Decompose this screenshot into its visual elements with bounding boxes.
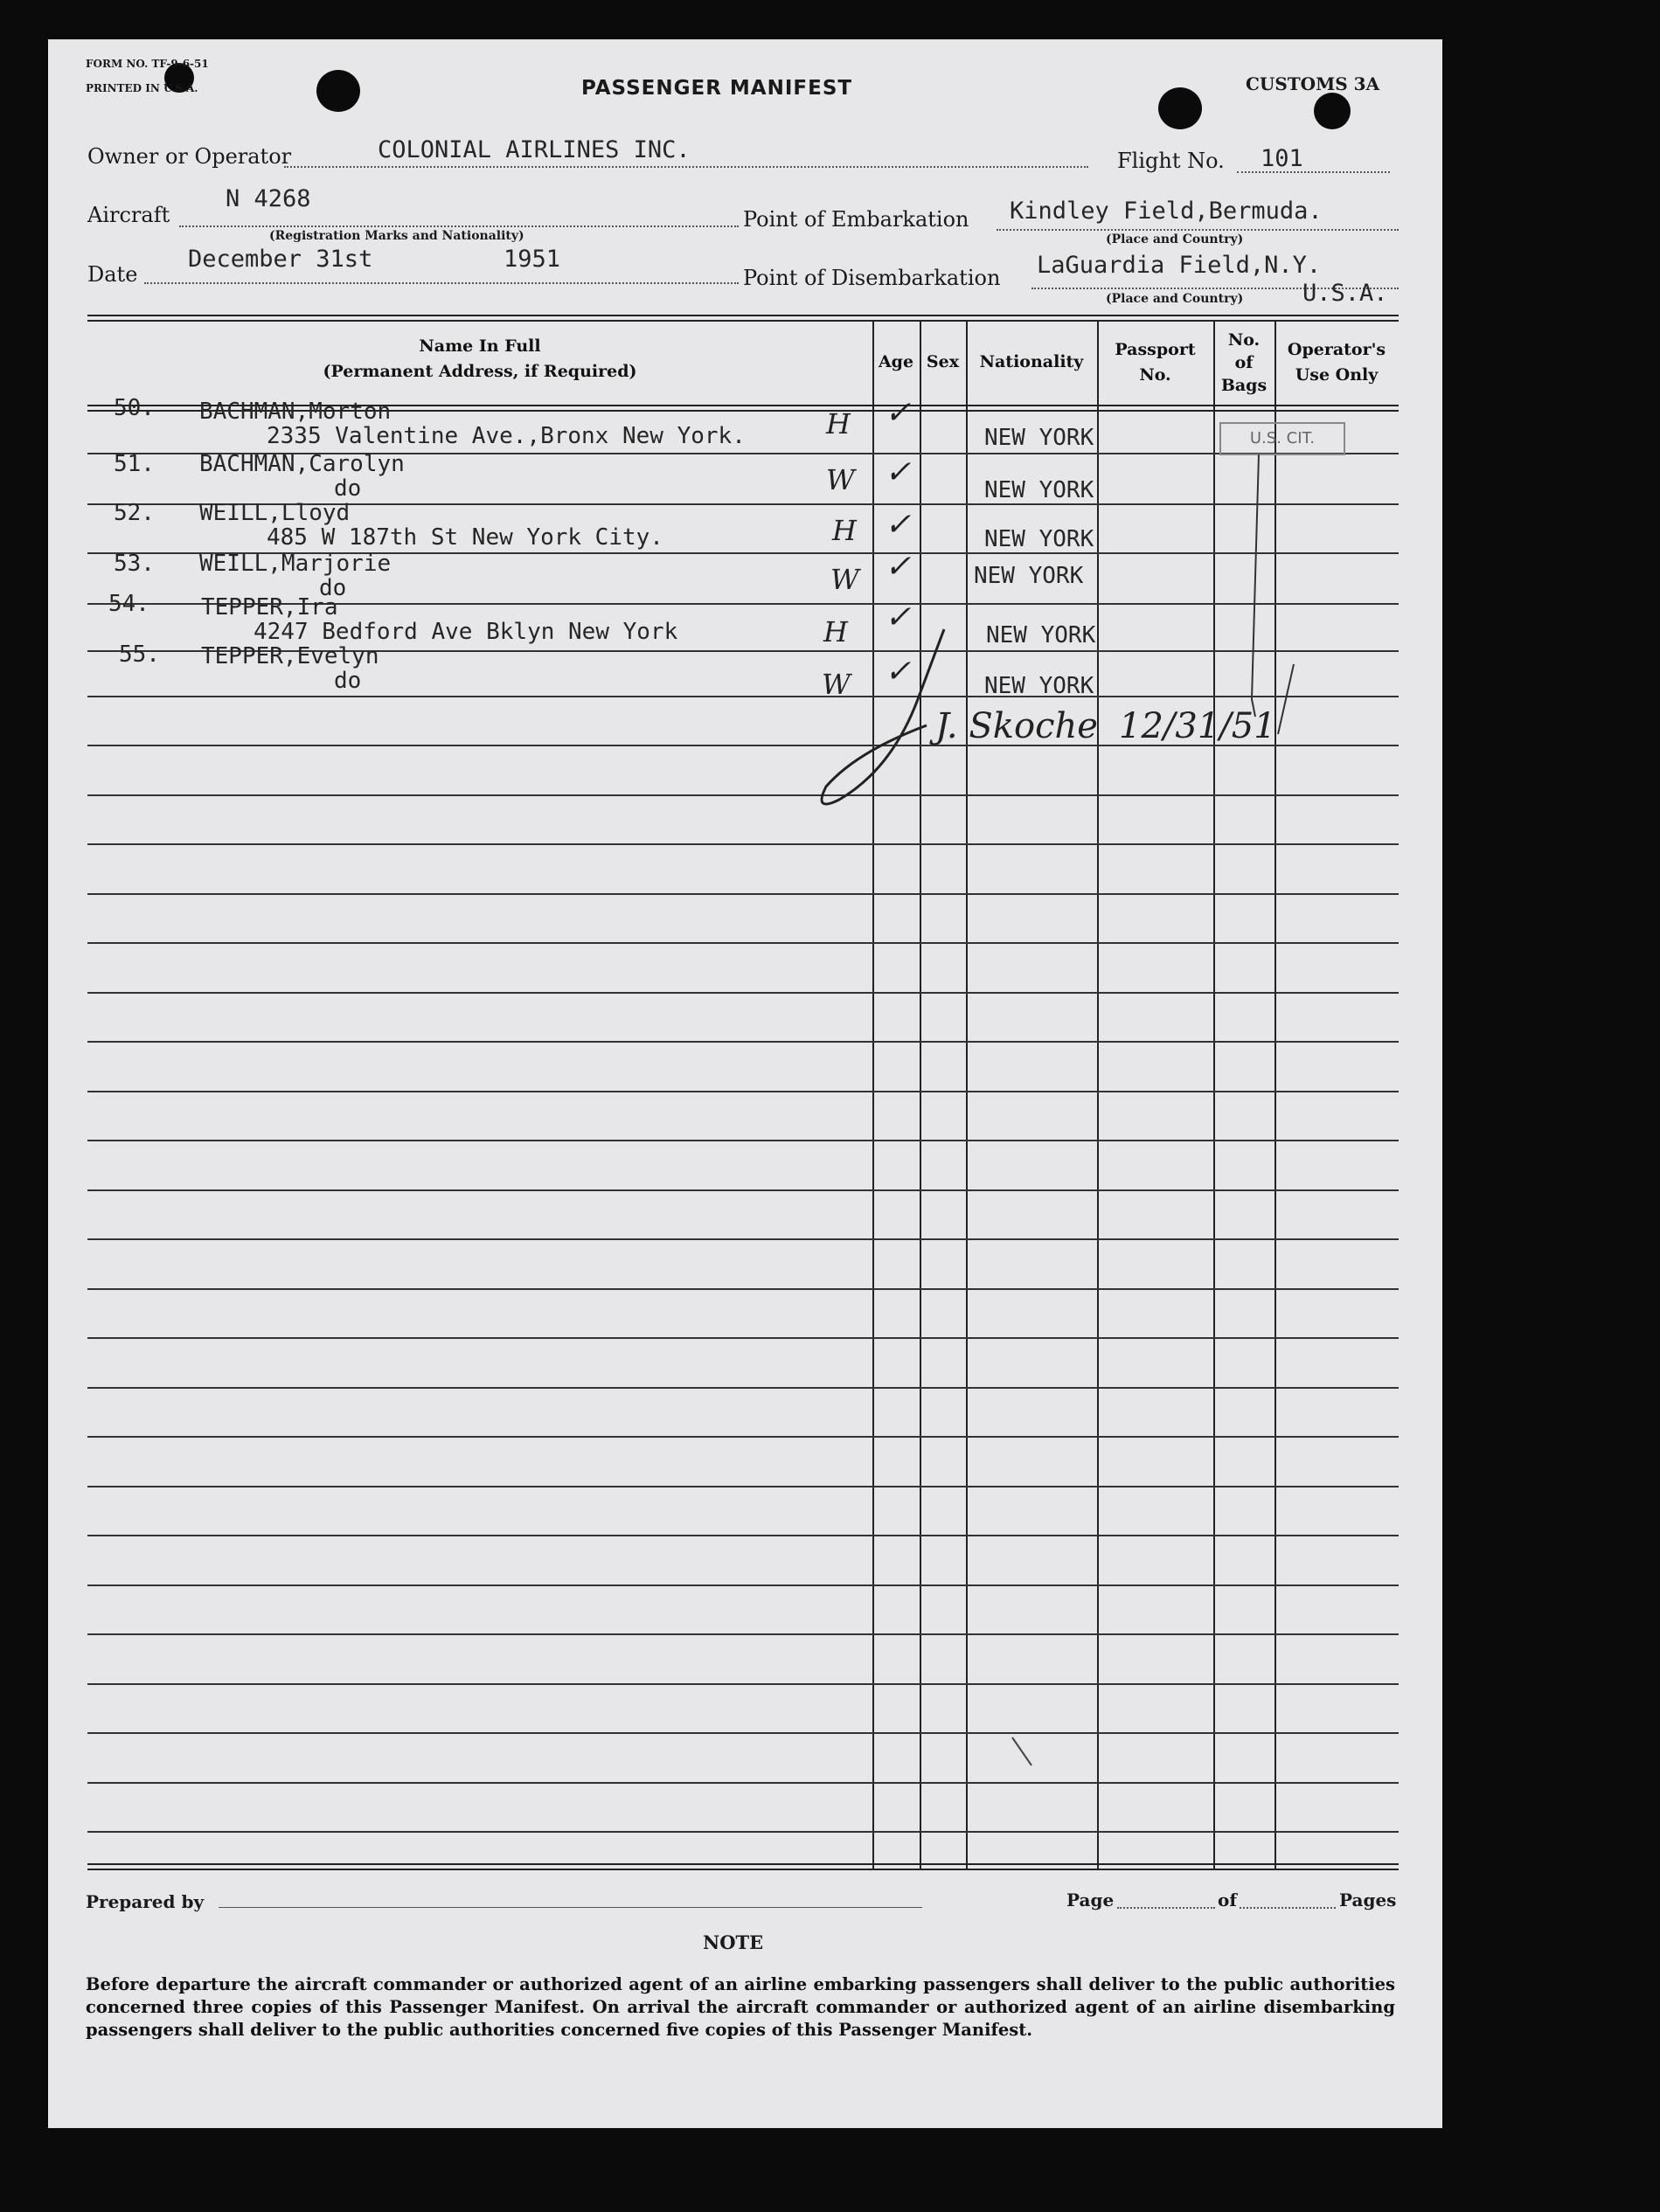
col-header-age: Age: [878, 352, 914, 371]
table-rule-line: [87, 794, 1399, 796]
passenger-nationality: NEW YORK: [984, 526, 1094, 552]
table-rule-line: [87, 843, 1399, 845]
passenger-age-check: ✓: [885, 507, 912, 543]
table-rule-line: [87, 1041, 1399, 1043]
signature-date: 12/31/51: [1119, 706, 1276, 746]
col-header-operator: [1275, 337, 1399, 388]
table-rule-line: [87, 1387, 1399, 1389]
col-header-sex: Sex: [926, 352, 960, 371]
passenger-nationality: NEW YORK: [986, 622, 1096, 648]
table-rule-line: [87, 1337, 1399, 1339]
passenger-address: 2335 Valentine Ave.,Bronx New York.: [267, 423, 746, 449]
passenger-number: 53.: [114, 551, 155, 577]
col-header-name-line2: (Permanent Address, if Required): [323, 362, 637, 381]
punch-hole-left: [316, 70, 360, 112]
prepared-by-label: Prepared by: [86, 1891, 205, 1912]
table-top-rule: [87, 315, 1399, 316]
disembarkation-label: Point of Disembarkation: [743, 266, 1001, 290]
table-rule-line: [87, 1486, 1399, 1487]
flight-label: Flight No.: [1117, 149, 1225, 173]
passenger-name: TEPPER,Ira: [201, 594, 338, 621]
passenger-nationality: NEW YORK: [984, 477, 1094, 503]
passenger-name: BACHMAN,Carolyn: [199, 451, 405, 477]
registration-note: (Registration Marks and Nationality): [269, 229, 524, 243]
passenger-address: do: [319, 575, 347, 601]
owner-dots: [284, 166, 1088, 168]
passenger-age-check: ✓: [885, 395, 912, 431]
customs-code: CUSTOMS 3A: [1246, 73, 1380, 94]
form-number: FORM NO. TF-9-6-51: [86, 58, 209, 70]
disembarkation-place-note: (Place and Country): [1106, 292, 1244, 306]
note-text: Before departure the aircraft commander or authorized agent of an airline embarking passengers shall deliver to the public authorities concerned three copies of this Passenger Manifest. On arrival the aircraft commander or authorized agent of an airline disembarking passengers shall deliver to the public authorities concerned five copies of this Passenger Manifest.: [86, 1974, 1395, 2040]
col-header-nationality: Nationality: [979, 352, 1084, 371]
passenger-sex: W: [826, 463, 855, 496]
col-header-name-line1: Name In Full: [419, 336, 541, 356]
passenger-age-check: ✓: [885, 600, 912, 635]
table-rule-line: [87, 1288, 1399, 1290]
col-header-operator-line1: Operator's: [1287, 340, 1386, 359]
table-rule-line: [87, 992, 1399, 994]
punch-hole-right: [1158, 87, 1202, 129]
col-header-bags-line2: of: [1234, 353, 1254, 372]
date-label: Date: [87, 262, 138, 287]
table-rule-line: [87, 696, 1399, 697]
passenger-age-check: ✓: [885, 454, 912, 490]
col-header-name: [87, 334, 872, 385]
table-top-rule-2: [87, 320, 1399, 322]
of-label: of: [1218, 1890, 1237, 1910]
passenger-address: do: [334, 475, 362, 502]
aircraft-value: N 4268: [226, 185, 311, 212]
date-year: 1951: [504, 246, 561, 273]
passenger-nationality: NEW YORK: [974, 563, 1084, 589]
col-header-operator-line2: Use Only: [1295, 365, 1379, 385]
passenger-name: BACHMAN,Morton: [199, 399, 392, 425]
table-rule-line: [87, 1782, 1399, 1784]
passenger-number: 52.: [114, 500, 155, 526]
col-header-bags-line1: No.: [1227, 330, 1261, 350]
passenger-number: 55.: [119, 641, 160, 668]
passenger-age-check: ✓: [885, 549, 912, 585]
signature-name: J. Skoche: [935, 706, 1098, 746]
table-rule-line: [87, 1535, 1399, 1536]
passenger-sex: H: [826, 407, 851, 440]
passenger-number: 50.: [114, 395, 155, 421]
table-rule-line: [87, 1238, 1399, 1240]
embarkation-dots: [997, 229, 1399, 231]
passenger-nationality: NEW YORK: [984, 673, 1094, 699]
embarkation-label: Point of Embarkation: [743, 207, 969, 232]
page-line: [1117, 1907, 1215, 1909]
aircraft-dots: [179, 225, 739, 227]
of-line: [1240, 1907, 1336, 1909]
col-header-passport-line2: No.: [1139, 365, 1171, 385]
passenger-nationality: NEW YORK: [984, 425, 1094, 451]
passenger-name: WEILL,Lloyd: [199, 500, 351, 526]
table-rule-line: [87, 1189, 1399, 1191]
disembarkation-country: U.S.A.: [1302, 280, 1388, 307]
passenger-address: do: [334, 668, 362, 694]
printed-in: PRINTED IN U.S.A.: [86, 82, 198, 94]
col-header-bags-line3: Bags: [1220, 376, 1268, 395]
owner-label: Owner or Operator: [87, 144, 292, 169]
passenger-sex: H: [832, 514, 857, 547]
passenger-age-check: ✓: [885, 654, 912, 690]
pages-label: Pages: [1339, 1890, 1397, 1910]
table-bottom-rule: [87, 1863, 1399, 1865]
owner-value: COLONIAL AIRLINES INC.: [378, 136, 691, 163]
embarkation-place-note: (Place and Country): [1106, 232, 1244, 246]
table-rule-line: [87, 1436, 1399, 1438]
col-header-passport-line1: Passport: [1115, 340, 1196, 359]
table-rule-line: [87, 1732, 1399, 1734]
table-bottom-rule-2: [87, 1869, 1399, 1870]
aircraft-label: Aircraft: [87, 203, 170, 227]
passenger-number: 54.: [108, 591, 149, 617]
passenger-name: TEPPER,Evelyn: [201, 643, 379, 669]
table-rule-line: [87, 1831, 1399, 1833]
table-rule-line: [87, 1584, 1399, 1586]
table-rule-line: [87, 893, 1399, 895]
passenger-number: 51.: [114, 451, 155, 477]
date-dots: [144, 282, 739, 284]
passenger-address: 4247 Bedford Ave Bklyn New York: [254, 619, 678, 645]
passenger-sex: H: [823, 615, 848, 648]
passenger-name: WEILL,Marjorie: [199, 551, 392, 577]
table-rule-line: [87, 942, 1399, 944]
table-rule-line: [87, 1140, 1399, 1141]
col-header-bags: [1213, 329, 1275, 397]
prepared-by-line: [219, 1907, 922, 1908]
citizenship-stamp: U.S. CIT.: [1219, 422, 1345, 455]
passenger-sex: W: [830, 563, 859, 596]
page-label: Page: [1066, 1890, 1115, 1910]
table-rule-line: [87, 1683, 1399, 1685]
flight-value: 101: [1261, 145, 1303, 172]
note-title: NOTE: [703, 1931, 764, 1953]
date-value: December 31st: [188, 246, 373, 273]
form-title: PASSENGER MANIFEST: [581, 77, 853, 100]
passenger-address: 485 W 187th St New York City.: [267, 524, 663, 551]
punch-hole-corner: [1314, 93, 1351, 129]
col-header-passport: [1097, 337, 1213, 388]
embarkation-value: Kindley Field,Bermuda.: [1010, 198, 1323, 225]
disembarkation-value: LaGuardia Field,N.Y.: [1037, 252, 1322, 279]
passenger-sex: W: [822, 668, 851, 701]
table-rule-line: [87, 1633, 1399, 1635]
table-rule-line: [87, 1091, 1399, 1092]
